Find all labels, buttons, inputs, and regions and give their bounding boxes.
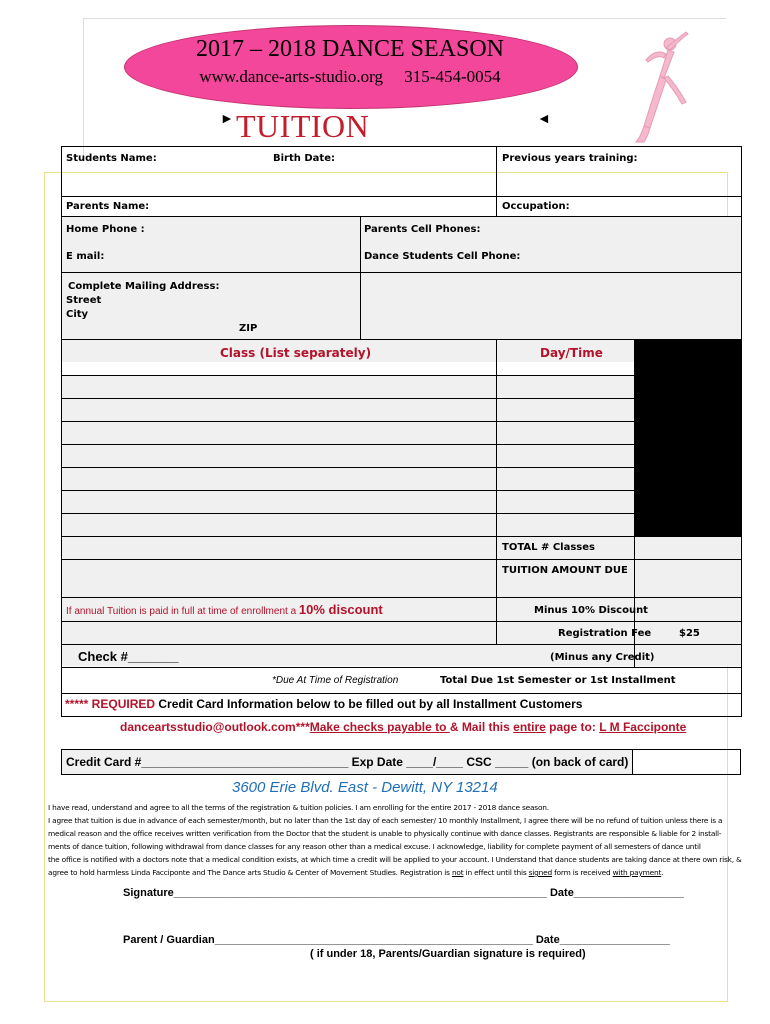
label-zip: ZIP [239, 323, 258, 334]
dancer-logo [630, 30, 690, 146]
label-minus-discount: Minus 10% Discount [534, 605, 648, 616]
agreement-line-6 [48, 866, 728, 879]
label-previous-training: Previous years training: [502, 153, 638, 164]
page-title: TUITION [236, 108, 370, 144]
signature-note: ( if under 18, Parents/Guardian signature is required) [310, 948, 586, 960]
day-time-header: Day/Time [540, 346, 603, 360]
make-checks: Make checks payable to [309, 720, 450, 734]
label-email: E mail: [66, 251, 105, 262]
signature-field[interactable]: Signature_____________________________________________________________ Date__________________ [123, 887, 684, 899]
agreement-line-4: ments of dance tuition, following withdrawal from dance classes for any reason other than a medical excuse. I acknowledge, liability for complete payment of all semesters of dance until [48, 842, 701, 851]
arrow-right-icon: ► [220, 110, 234, 126]
label-total-classes: TOTAL # Classes [502, 542, 595, 553]
label-students-cell: Dance Students Cell Phone: [364, 251, 521, 262]
class-header: Class (List separately) [220, 346, 372, 360]
agreement-line-6-end: . [661, 868, 664, 877]
parent-guardian-field[interactable]: Parent / Guardian____________________________________________________ Date__________________ [123, 934, 670, 946]
studio-address: 3600 Erie Blvd. East - Dewitt, NY 13214 [232, 779, 498, 796]
discount-note [66, 602, 383, 617]
payee: L M Facciponte [599, 720, 687, 734]
discount-note-prefix: If annual Tuition is paid in full at time of enrollment a [66, 606, 297, 617]
mail-this: & Mail this [449, 720, 514, 734]
entire: entire [513, 720, 546, 734]
page-to: page to: [545, 720, 600, 734]
required-notice [65, 697, 582, 711]
registration-fee-amount: $25 [679, 628, 700, 639]
label-occupation: Occupation: [502, 201, 570, 212]
agreement-line-2: I agree that tuition is due in advance of each semester/month, but no later than the 1st day of each semester/ 10 monthly Installment, I agree there will be no refund of tuition unless there is a [48, 816, 723, 825]
label-tuition-due: TUITION AMOUNT DUE [502, 565, 628, 576]
office-use-block [634, 339, 741, 536]
contact-line [124, 67, 576, 87]
agreement-line-1: I have read, understand and agree to all the terms of the registration & tuition policies. I am enrolling for the entire 2017 - 2018 dance season. [48, 803, 549, 812]
due-note: *Due At Time of Registration [272, 675, 399, 686]
agreement-text [48, 801, 742, 879]
agreement-line-5: the office is notified with a doctors note that a medical condition exists, at which time a credit will be applied to your account. I Understand that dance students are taking dance at there own risk, & [48, 855, 742, 864]
required-stars: ***** REQUIRED [65, 697, 156, 711]
credit-card-field[interactable]: Credit Card #_______________________________ Exp Date ____/____ CSC _____ (on back of card) [66, 755, 629, 769]
label-street: Street [66, 295, 102, 306]
agreement-not: not [451, 868, 464, 877]
agreement-line-6c: form is received [551, 868, 613, 877]
label-parents-name: Parents Name: [66, 201, 150, 212]
label-students-name: Students Name: [66, 153, 157, 164]
label-parents-cell: Parents Cell Phones: [364, 224, 481, 235]
agreement-line-6b: in effect until this [463, 868, 529, 877]
label-birth-date: Birth Date: [273, 153, 335, 164]
label-mailing-address: Complete Mailing Address: [68, 281, 220, 292]
season-title: 2017 – 2018 DANCE SEASON [195, 36, 504, 62]
mail-instructions [120, 720, 686, 734]
studio-email[interactable]: danceartsstudio@outlook.com*** [120, 720, 310, 734]
label-home-phone: Home Phone : [66, 224, 145, 235]
agreement-signed: signed [528, 868, 552, 877]
agreement-with-payment: with payment [612, 868, 662, 877]
label-total-due: Total Due 1st Semester or 1st Installment [440, 675, 676, 686]
discount-percent: 10% discount [298, 602, 383, 617]
agreement-line-6a: agree to hold harmless Linda Facciponte and The Dance arts Studio & Center of Movement Studies. Registration is [48, 868, 452, 877]
label-minus-credit: (Minus any Credit) [550, 652, 655, 663]
agreement-line-3: medical reason and the office receives written verification from the Doctor that the student is unable to physically continue with dance classes. Registrants are responsible & liable for 2 install- [48, 829, 722, 838]
check-number-field[interactable]: Check #_______ [78, 649, 179, 664]
required-text: Credit Card Information below to be filled out by all Installment Customers [158, 697, 583, 711]
label-city: City [66, 309, 89, 320]
credit-card-office-box [631, 749, 741, 775]
arrow-left-icon: ◄ [537, 110, 551, 126]
label-registration-fee: Registration Fee [558, 628, 652, 639]
phone: 315-454-0054 [404, 67, 501, 86]
website[interactable]: www.dance-arts-studio.org [199, 67, 384, 86]
tuition-form [61, 146, 742, 694]
